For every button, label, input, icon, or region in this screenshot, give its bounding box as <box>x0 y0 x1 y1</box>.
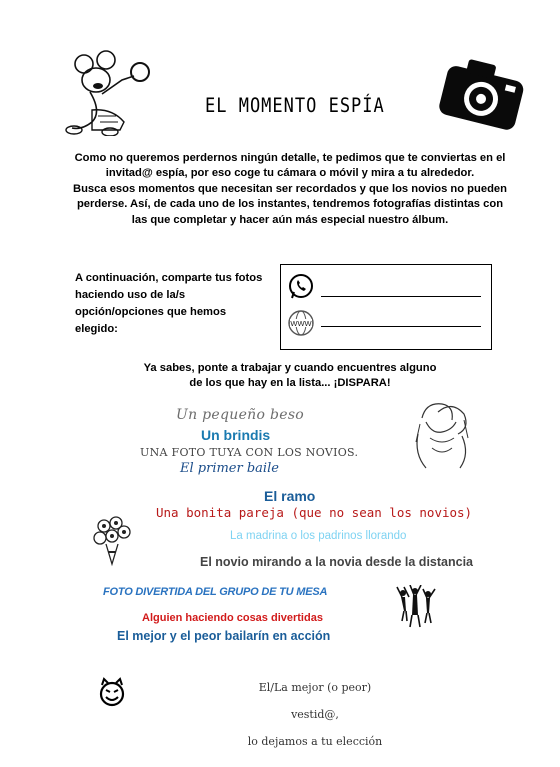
list-item: Un pequeño beso <box>176 407 305 423</box>
page-title: EL MOMENTO ESPÍA <box>205 94 385 118</box>
mouse-detective-illustration <box>62 50 158 136</box>
whatsapp-icon <box>287 273 315 301</box>
callout-line-1: Ya sabes, ponte a trabajar y cuando encuentres alguno <box>143 362 437 374</box>
web-write-line <box>321 326 481 327</box>
list-item: Una bonita pareja (que no sean los novios) <box>156 505 473 520</box>
intro-paragraph-1: Como no queremos perdernos ningún detalle, te pedimos que te conviertas en el invitad@ espía, por eso coge tu cámara o móvil y mira a tu alrededor. <box>74 152 506 180</box>
list-item: El novio mirando a la novia desde la distancia <box>200 555 473 569</box>
callout-line-2: de los que hay en la lista... ¡DISPARA! <box>189 377 391 390</box>
list-item: UNA FOTO TUYA CON LOS NOVIOS. <box>140 446 359 459</box>
list-item: Un brindis <box>201 427 271 443</box>
closing-line-2: lo dejamos a tu elección <box>247 735 383 748</box>
intro-paragraph-2: Busca esos momentos que necesitan ser recordados y que los novios no pueden perderse. Así, de cada uno de los instantes, tendremos fotografías distintas con las que completar y hacer aún más especial nuestro álbum. <box>73 182 507 226</box>
list-item: Alguien haciendo cosas divertidas <box>142 612 323 624</box>
share-option-whatsapp <box>287 273 315 301</box>
camera-icon <box>437 55 527 135</box>
intro-text <box>70 151 510 228</box>
share-options-box <box>280 264 492 350</box>
list-item: La madrina o los padrinos llorando <box>230 530 407 542</box>
share-option-web <box>287 309 315 337</box>
closing-text <box>245 674 385 755</box>
list-item: FOTO DIVERTIDA DEL GRUPO DE TU MESA <box>103 586 328 598</box>
closing-line-1: El/La mejor (o peor) vestid@, <box>258 681 372 721</box>
www-globe-icon <box>287 309 315 337</box>
whatsapp-write-line <box>321 296 481 297</box>
dancing-people-illustration <box>395 585 437 629</box>
list-item: El ramo <box>264 488 316 504</box>
list-item: El primer baile <box>180 461 279 476</box>
bouquet-illustration <box>92 516 134 568</box>
list-item: El mejor y el peor bailarín en acción <box>117 629 331 643</box>
kissing-couple-illustration <box>412 398 472 470</box>
devil-smiley-icon <box>98 677 126 707</box>
callout-text <box>100 361 480 392</box>
svg-text:WWW: WWW <box>290 319 312 328</box>
share-instructions: A continuación, comparte tus fotos haciendo uso de la/s opción/opciones que hemos elegido: <box>75 272 263 335</box>
